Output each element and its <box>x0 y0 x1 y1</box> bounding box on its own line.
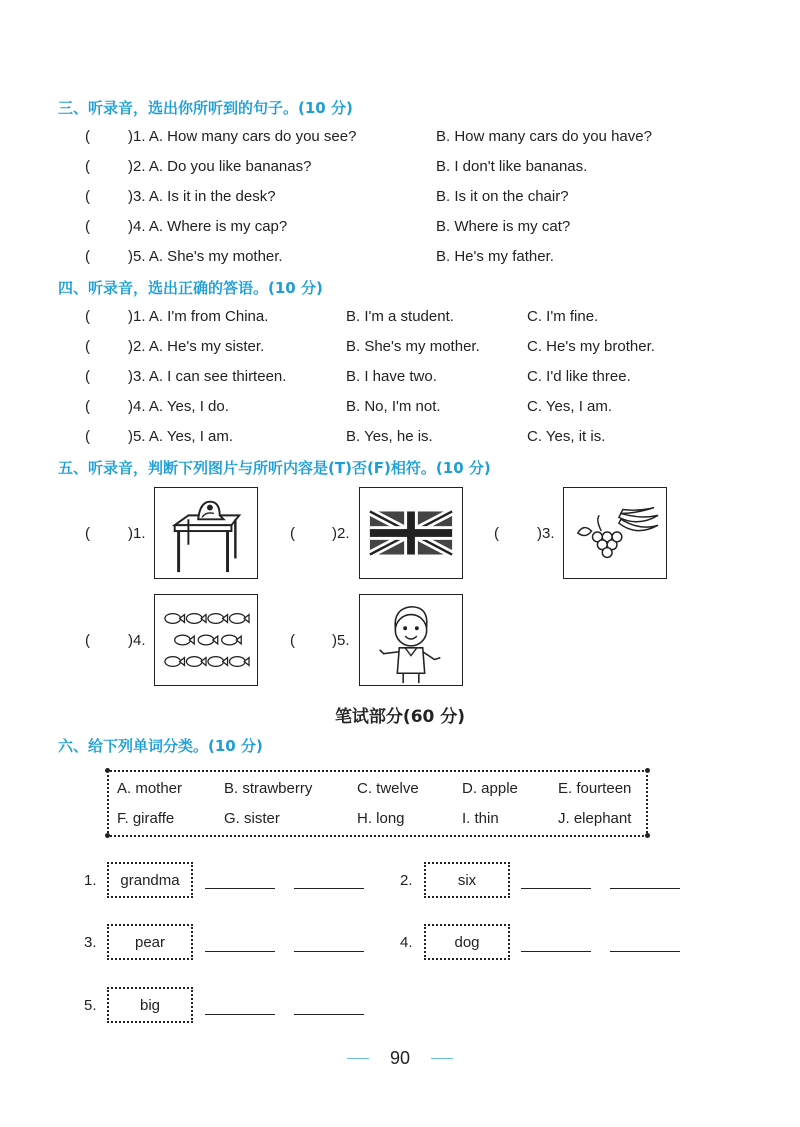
answer-paren[interactable]: ( <box>494 525 499 542</box>
option-a: )5. A. Yes, I am. <box>128 428 234 445</box>
word-option: I. thin <box>462 810 499 827</box>
option-c: C. He's my brother. <box>527 338 655 355</box>
word-option: F. giraffe <box>117 810 175 827</box>
word-option: D. apple <box>462 780 518 797</box>
picture-label: )3. <box>537 525 555 542</box>
option-b: B. Yes, he is. <box>346 428 433 445</box>
page-number-line-right <box>431 1058 453 1059</box>
desk-icon <box>155 488 257 578</box>
cap-on-desk-picture <box>154 487 258 579</box>
answer-blank[interactable] <box>610 951 680 952</box>
option-a: )3. A. I can see thirteen. <box>128 368 287 385</box>
answer-paren[interactable]: ( <box>290 632 295 649</box>
answer-paren[interactable]: ( <box>85 188 90 205</box>
answer-blank[interactable] <box>294 951 364 952</box>
option-a: )1. A. How many cars do you see? <box>128 128 357 145</box>
answer-paren[interactable]: ( <box>85 525 90 542</box>
option-b: B. Where is my cat? <box>436 218 571 235</box>
answer-blank[interactable] <box>521 951 591 952</box>
uk-flag-picture <box>359 487 463 579</box>
fish-icon <box>155 595 257 685</box>
fruit-icon <box>564 488 666 578</box>
answer-blank[interactable] <box>205 1014 275 1015</box>
corner-dot <box>105 833 110 838</box>
option-b: B. She's my mother. <box>346 338 480 355</box>
section3-heading: 三、听录音，选出你所听到的句子。(10 分) <box>58 99 353 117</box>
boy-pointing-picture <box>359 594 463 686</box>
uk-flag-icon <box>360 488 462 578</box>
answer-paren[interactable]: ( <box>85 338 90 355</box>
category-number: 3. <box>84 934 97 951</box>
category-box: grandma <box>107 862 193 898</box>
twelve-fish-picture <box>154 594 258 686</box>
answer-paren[interactable]: ( <box>85 368 90 385</box>
word-option: B. strawberry <box>224 780 313 797</box>
option-a: )4. A. Where is my cap? <box>128 218 288 235</box>
page-number: 90 <box>389 1048 411 1068</box>
option-b: B. I don't like bananas. <box>436 158 588 175</box>
picture-label: )5. <box>332 632 350 649</box>
answer-paren[interactable]: ( <box>85 248 90 265</box>
option-a: )1. A. I'm from China. <box>128 308 269 325</box>
answer-paren[interactable]: ( <box>85 158 90 175</box>
picture-label: )4. <box>128 632 146 649</box>
grapes-and-bananas-picture <box>563 487 667 579</box>
boy-icon <box>360 595 462 685</box>
answer-paren[interactable]: ( <box>85 308 90 325</box>
picture-label: )1. <box>128 525 146 542</box>
category-number: 5. <box>84 997 97 1014</box>
option-b: B. I'm a student. <box>346 308 454 325</box>
answer-blank[interactable] <box>610 888 680 889</box>
option-b: B. He's my father. <box>436 248 554 265</box>
category-box: pear <box>107 924 193 960</box>
answer-blank[interactable] <box>205 951 275 952</box>
word-option: H. long <box>357 810 405 827</box>
written-part-title: 笔试部分(60 分) <box>334 707 466 727</box>
option-b: B. I have two. <box>346 368 437 385</box>
option-c: C. Yes, it is. <box>527 428 606 445</box>
option-a: )4. A. Yes, I do. <box>128 398 229 415</box>
word-option: A. mother <box>117 780 183 797</box>
category-box: six <box>424 862 510 898</box>
option-a: )2. A. Do you like bananas? <box>128 158 312 175</box>
category-box: big <box>107 987 193 1023</box>
option-a: )5. A. She's my mother. <box>128 248 283 265</box>
answer-paren[interactable]: ( <box>85 428 90 445</box>
section5-heading: 五、听录音，判断下列图片与所听内容是(T)否(F)相符。(10 分) <box>58 459 491 477</box>
corner-dot <box>645 768 650 773</box>
category-box: dog <box>424 924 510 960</box>
word-option: J. elephant <box>558 810 632 827</box>
word-option: C. twelve <box>357 780 419 797</box>
section6-heading: 六、给下列单词分类。(10 分) <box>58 737 263 755</box>
category-number: 2. <box>400 872 413 889</box>
answer-paren[interactable]: ( <box>290 525 295 542</box>
option-c: C. I'm fine. <box>527 308 599 325</box>
answer-blank[interactable] <box>294 888 364 889</box>
option-c: C. I'd like three. <box>527 368 631 385</box>
option-c: C. Yes, I am. <box>527 398 613 415</box>
picture-label: )2. <box>332 525 350 542</box>
answer-blank[interactable] <box>205 888 275 889</box>
option-a: )3. A. Is it in the desk? <box>128 188 276 205</box>
category-number: 4. <box>400 934 413 951</box>
answer-paren[interactable]: ( <box>85 398 90 415</box>
corner-dot <box>645 833 650 838</box>
answer-paren[interactable]: ( <box>85 218 90 235</box>
option-b: B. Is it on the chair? <box>436 188 569 205</box>
corner-dot <box>105 768 110 773</box>
word-option: G. sister <box>224 810 280 827</box>
option-b: B. How many cars do you have? <box>436 128 652 145</box>
answer-paren[interactable]: ( <box>85 128 90 145</box>
word-option: E. fourteen <box>558 780 632 797</box>
answer-blank[interactable] <box>294 1014 364 1015</box>
category-number: 1. <box>84 872 97 889</box>
option-a: )2. A. He's my sister. <box>128 338 265 355</box>
section4-heading: 四、听录音，选出正确的答语。(10 分) <box>58 279 323 297</box>
answer-paren[interactable]: ( <box>85 632 90 649</box>
answer-blank[interactable] <box>521 888 591 889</box>
option-b: B. No, I'm not. <box>346 398 441 415</box>
